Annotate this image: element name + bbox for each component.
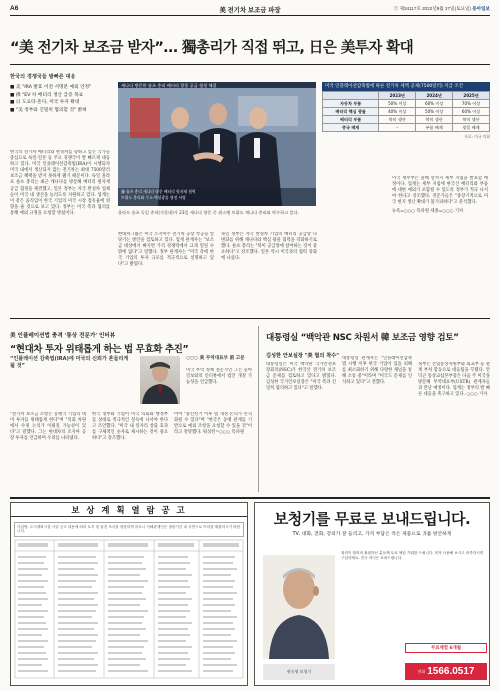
story2-column-0: 미국 무역 정책 전문가인 그는 동아일보와의 인터뷰에서 법안 개정 가능성을 언급했다. bbox=[186, 368, 252, 386]
table-cell: 70% 이상 bbox=[453, 100, 490, 108]
summary-line: ■ 美 "IRA 발효 이전 서명분 예외 인정" bbox=[10, 85, 92, 90]
table-cell: 광물 배제 bbox=[453, 124, 490, 132]
table-cell: 북미 생산 bbox=[379, 116, 416, 124]
table-cell: 북미 생산 bbox=[416, 116, 453, 124]
section-title: 美 전기차 보조금 파장 bbox=[219, 7, 281, 14]
hearing-aid-product: 귀속형 보청기 bbox=[263, 664, 335, 680]
photo-note-line: 獨 숄츠 총리 캐나다 방문 배터리 원자재 협력 bbox=[121, 189, 196, 194]
interviewee-portrait bbox=[140, 356, 180, 404]
story2-lede: “인플레이션 감축법(IRA)에 미국의 신뢰가 흔들리게 될 것” bbox=[10, 356, 129, 370]
table-cell: 50% 이상 bbox=[416, 108, 453, 116]
ad-model-photo bbox=[263, 555, 335, 659]
ad-divider bbox=[10, 497, 490, 499]
table-cell: 60% 이상 bbox=[416, 100, 453, 108]
article-column-2: 현대차그룹은 미국 조지아주 전기차 공장 착공을 앞당기는 방안을 검토하고 있다. 업계 관계자는 "보조금 대상에서 빠지면 가격 경쟁력에서 크게 밀릴 수밖에 없다"고 말했다. 정부 관계자는 "미국 측에 한국 기업의 투자 규모를 적극적으로 설명하고 있다"고 밝혔다. bbox=[118, 232, 214, 268]
public-notice-body bbox=[11, 517, 247, 686]
story3-headline: 대통령실 “백악관 NSC 차원서 韓 보조금 영향 검토” bbox=[266, 333, 459, 343]
table-cell: 부품 배제 bbox=[416, 124, 453, 132]
table-header-cell: 2023년 bbox=[379, 92, 416, 100]
page-number: A6 bbox=[10, 5, 19, 12]
newspaper-brand: 동아일보 bbox=[472, 6, 490, 11]
article-column-3: 독일 정부는 자국 완성차 기업의 배터리 공급망 다변화를 위해 캐나다와 핵심 광물 협력을 강화하기로 했다. 숄츠 총리는 "북미 공급망에 참여하는 것이 중요하다"고 강조했다. 일본 역시 미국과의 협력 강화에 나섰다. bbox=[221, 232, 317, 262]
article-column-4 bbox=[392, 176, 488, 310]
main-headline: “美 전기차 보조금 받자”… 獨총리가 직접 뛰고, 日은 美투자 확대 bbox=[10, 39, 414, 56]
table-cell: – bbox=[379, 124, 416, 132]
photo-header-strip: 캐나다 방문한 숄츠 총리 배터리 광물 공급 협정 체결 bbox=[118, 82, 316, 89]
hearing-aid-ad-title: 보청기를 무료로 보내드립니다. bbox=[273, 510, 471, 528]
column-divider bbox=[258, 326, 259, 492]
photo-caption: 올라프 숄츠 독일 총리(가운데)가 23일 캐나다 방문 중 쥐스탱 트뤼도 캐나다 총리와 악수하고 있다. bbox=[118, 210, 299, 215]
elderly-man-photo-icon bbox=[263, 555, 335, 659]
story3-column-1: 대통령실은 미국 백악관 국가안전보장회의(NSC)가 한국산 전기차 보조금 문제를 검토하고 있다고 밝혔다. 김성한 국가안보실장은 "미국 측과 긴밀히 협의하고 있다"고 말했다. bbox=[266, 362, 336, 392]
table-row-header: 배터리 부품 bbox=[323, 116, 379, 124]
article-column-1: 한국의 전기차 배터리와 완성차를 향하고 있는 국가들 중심으로 독일·일본 등 주요 경쟁국이 발 빠르게 대응하고 있다. 미국 인플레이션감축법(IRA)이 시행되자 미국 내에서 생산되지 않는 전기차는 최대 7500달러 보조금 혜택을 받지 못하게 됐기 때문이다. 독일 올라프 숄츠 총리는 최근 캐나다를 방문해 배터리 원자재 공급 협정을 체결했고, 일본 정부는 자국 완성차 업체들이 미국 내 생산을 늘리도록 지원하고 있다. 업계는 이 같은 움직임이 한국 기업의 미국 시장 점유율에 영향을 줄 것으로 보고 있다. 정부는 미국 측과 협의를 통해 예외 규정을 요청할 방침이다. bbox=[10, 150, 110, 216]
table-header-cell: 2024년 bbox=[416, 92, 453, 100]
subsidy-conditions-table bbox=[322, 82, 490, 140]
hearing-aid-ad-subtitle: TV, 대화, 전화, 강의가 잘 들리고, 가격 부담은 적은 제품으로 귀를 편안하게 bbox=[292, 532, 452, 537]
table-cell: 50% 이상 bbox=[379, 100, 416, 108]
public-notice-text: 사업명: 도시계획시설 사업 공고 내용에 따라 토지 및 물건 조서를 열람하게 하오니 이해관계인은 열람기간 내 서면으로 이의를 제출하시기 바랍니다. bbox=[14, 522, 244, 537]
phone-label: 전화 bbox=[417, 668, 426, 674]
table-source: 자료: 미국 의회 bbox=[464, 134, 490, 139]
issue-date: ② 제34117호 2022년8월 27일(토요일) bbox=[393, 6, 471, 11]
public-notice-ad bbox=[10, 502, 248, 686]
table-row bbox=[323, 116, 490, 124]
interviewee-name: ○○○ 美 무역대표부 前 고문 bbox=[186, 356, 245, 361]
phone-number[interactable]: 1566.0517 bbox=[427, 666, 475, 677]
table-grid bbox=[322, 91, 490, 132]
photo-note-line: 트뤼도 총리와 수소·핵심광물 협정 서명 bbox=[121, 194, 186, 200]
table-row bbox=[323, 100, 490, 108]
order-phone-bar[interactable] bbox=[405, 663, 487, 680]
public-notice-title: 보 상 계 획 열 람 공 고 bbox=[11, 503, 247, 517]
hearing-aid-ad-body: 청력이 떨어져 불편하신 분들께 무료 체험 기회를 드립니다. 먼저 사용해 보시고 만족하시면 구입하세요. 전국 어디든 보내드립니다. bbox=[341, 551, 484, 560]
story2-headline: “현대차 투자 위태롭게 하는 법 무효화 추진” bbox=[10, 344, 189, 355]
story3-column-3: 정부는 산업통상자원부와 외교부 등 관계 부처 합동으로 대응팀을 꾸렸다. 안덕근 통상교섭본부장은 다음 주 미국을 방문해 무역대표부(USTR) 관계자들과 만날 예정이다. 업계는 정부의 발 빠른 대응을 촉구하고 있다. ○○○ 기자 bbox=[418, 362, 490, 398]
table-cell: 40% 이상 bbox=[379, 108, 416, 116]
table-row bbox=[323, 108, 490, 116]
photo-overlay-note bbox=[118, 188, 316, 206]
table-header-cell: 2025년 bbox=[453, 92, 490, 100]
page-header bbox=[10, 4, 490, 16]
table-row-header: 자동차 부품 bbox=[323, 100, 379, 108]
free-trial-badge: 무료체험 6개월 bbox=[405, 643, 487, 653]
story-kicker: 한국의 경쟁국들 발빠른 대응 bbox=[10, 74, 76, 80]
hearing-aid-ad bbox=[254, 502, 490, 686]
summary-line: ■ "美 정부와 긴밀히 협의할 것" 밝혀 bbox=[10, 107, 87, 113]
article-column-4-text: 미국 재무부는 올해 말까지 세부 지침을 발표할 예정이다. 업계는 세부 지침에 한국산 배터리와 부품에 대한 예외가 포함될 수 있도록 정부가 적극 나서야 한다고 강조했다. 전문가들은 "중장기적으로 미국 현지 생산 확대가 불가피하다"고 분석했다. bbox=[392, 176, 488, 206]
story3-column-2: 대통령실 관계자는 "인플레이션감축법 시행 이후 한국 기업이 입을 피해를 최소화하기 위해 다양한 채널을 통해 소통 중"이라며 "미국도 문제를 인식하고 있다"고 전했다. bbox=[342, 356, 412, 386]
story2-kicker: 美 인플레이션법 충격 '통상 전문가' 인터뷰 bbox=[10, 333, 116, 339]
story2-column-1: "전기차 보조금 조항은 동맹국 기업의 대미 투자를 위태롭게 한다"며 "의회 차원에서 수정 논의가 이뤄질 가능성이 있다"고 말했다. 그는 현대차의 조지아 공장 투자를 언급하며 우려를 나타냈다. bbox=[10, 412, 86, 442]
headline-rule bbox=[10, 64, 490, 65]
table-row-header: 배터리 핵심 광물 bbox=[323, 108, 379, 116]
summary-line: ■ 日 도요타·혼다, 미국 투자 확대 bbox=[10, 100, 80, 105]
dateline bbox=[394, 6, 490, 12]
table-cell: 북미 생산 bbox=[453, 116, 490, 124]
story2-column-3: 이어 "중간선거 이후 법 개정 논의가 본격화될 수 있다"며 "한국은 동맹 관계를 기반으로 예외 조항을 요청할 수 있을 것"이라고 전망했다. 워싱턴=○○○ 특파원 bbox=[174, 412, 252, 436]
table-cell: 60% 이상 bbox=[453, 108, 490, 116]
table-row-header: 중국 배제 bbox=[323, 124, 379, 132]
table-row bbox=[323, 124, 490, 132]
table-title: 미국 인플레이션감축법에 따른 전기차 세액 공제(7500달러) 지급 조건 bbox=[322, 82, 490, 91]
story-summary bbox=[10, 84, 110, 114]
person-photo-icon bbox=[140, 356, 180, 404]
table-header-cell bbox=[323, 92, 379, 100]
summary-line: ■ 佛 "EV 차 배터리 생산 급증 목표 bbox=[10, 92, 84, 98]
story2-column-2: 한국 정부와 기업이 미국 의회와 행정부를 상대로 적극적인 설득에 나서야 한다고 조언했다. "미국 내 일자리 창출 효과를 구체적인 숫자로 제시하는 것이 중요하다"고 강조했다. bbox=[92, 412, 168, 442]
notice-table-graphic bbox=[14, 539, 244, 679]
byline: 뉴욕=○○○ 특파원 세종=○○○ 기자 bbox=[392, 209, 464, 215]
story3-subhead: 김성한 안보실장 "美 협의 착수" bbox=[266, 353, 339, 359]
table-header-row bbox=[323, 92, 490, 100]
section-divider bbox=[10, 318, 490, 319]
